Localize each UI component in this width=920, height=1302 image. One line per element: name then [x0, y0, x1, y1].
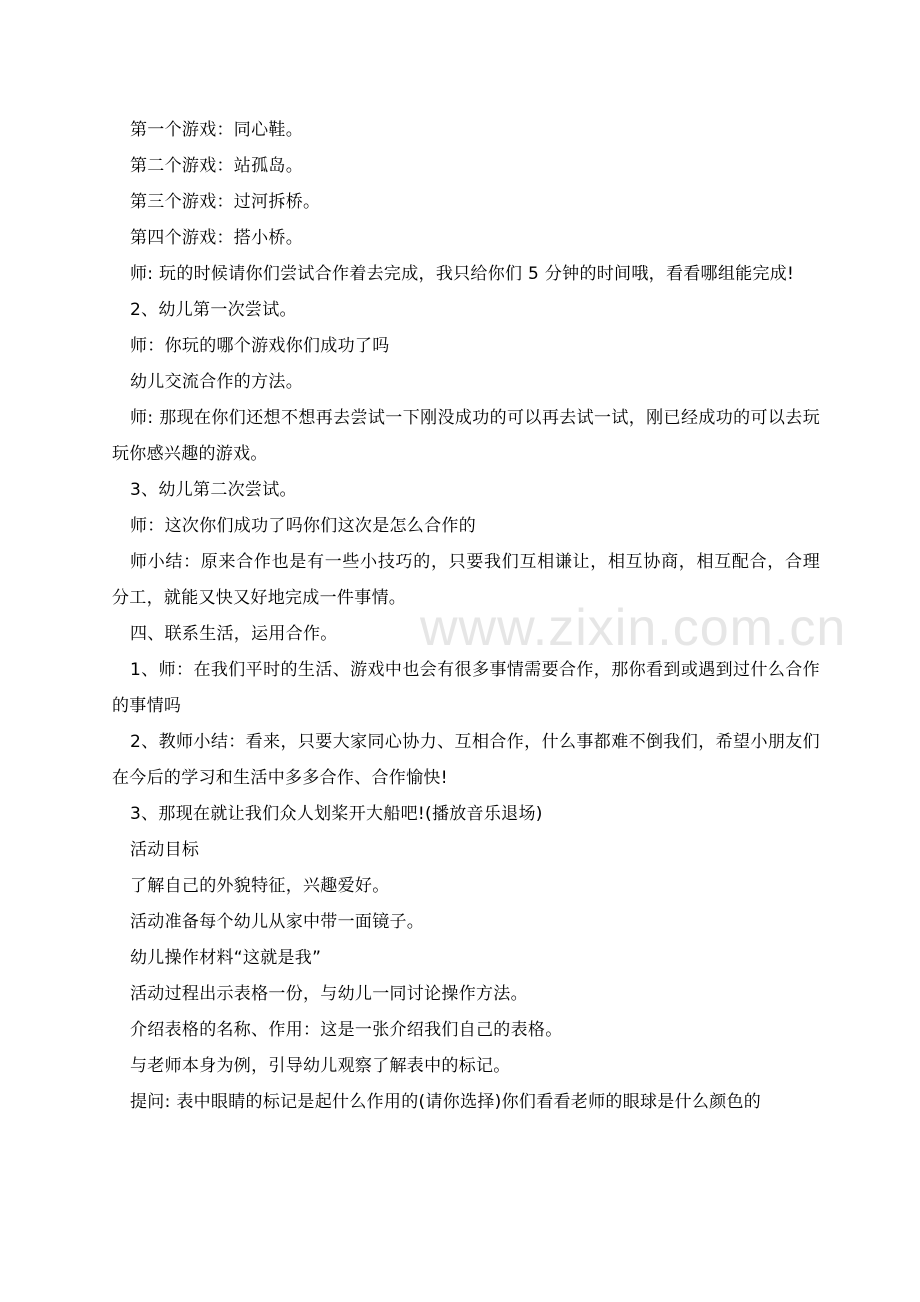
paragraph: 活动过程出示表格一份，与幼儿一同讨论操作方法。	[130, 984, 528, 1004]
paragraph: 师: 那现在你们还想不想再去尝试一下刚没成功的可以再去试一试，刚已经成功的可以去玩玩你感兴趣的游戏。	[112, 408, 820, 464]
paragraph: 2、幼儿第一次尝试。	[130, 300, 297, 320]
paragraph: 3、那现在就让我们众人划桨开大船吧!(播放音乐退场)	[130, 804, 543, 824]
paragraph: 师小结：原来合作也是有一些小技巧的，只要我们互相谦让，相互协商，相互配合，合理分工，就能又快又好地完成一件事情。	[112, 552, 820, 608]
paragraph: 介绍表格的名称、作用：这是一张介绍我们自己的表格。	[130, 1020, 563, 1040]
paragraph: 1、师：在我们平时的生活、游戏中也会有很多事情需要合作，那你看到或遇到过什么合作的事情吗	[112, 660, 820, 716]
paragraph: 了解自己的外貌特征，兴趣爱好。	[130, 876, 390, 896]
document-body	[112, 112, 820, 1120]
paragraph: 2、教师小结：看来，只要大家同心协力、互相合作，什么事都难不倒我们，希望小朋友们在今后的学习和生活中多多合作、合作愉快!	[112, 732, 820, 788]
paragraph: 师：你玩的哪个游戏你们成功了吗	[130, 336, 390, 356]
paragraph: 第四个游戏：搭小桥。	[130, 228, 303, 248]
paragraph: 第一个游戏：同心鞋。	[130, 120, 303, 140]
paragraph: 师：这次你们成功了吗你们这次是怎么合作的	[130, 516, 476, 536]
paragraph: 活动准备每个幼儿从家中带一面镜子。	[130, 912, 425, 932]
paragraph: 活动目标	[130, 840, 200, 860]
paragraph: 与老师本身为例，引导幼儿观察了解表中的标记。	[130, 1056, 511, 1076]
paragraph: 幼儿操作材料“这就是我”	[130, 948, 322, 968]
paragraph: 第三个游戏：过河拆桥。	[130, 192, 321, 212]
paragraph: 师: 玩的时候请你们尝试合作着去完成，我只给你们 5 分钟的时间哦，看看哪组能完成!	[130, 264, 795, 284]
paragraph: 第二个游戏：站孤岛。	[130, 156, 303, 176]
paragraph: 3、幼儿第二次尝试。	[130, 480, 297, 500]
paragraph: 四、联系生活，运用合作。	[130, 624, 338, 644]
watermark: www.zixin.com.cn	[420, 599, 847, 657]
paragraph: 幼儿交流合作的方法。	[130, 372, 303, 392]
paragraph: 提问: 表中眼睛的标记是起什么作用的(请你选择)你们看看老师的眼球是什么颜色的	[130, 1092, 762, 1112]
